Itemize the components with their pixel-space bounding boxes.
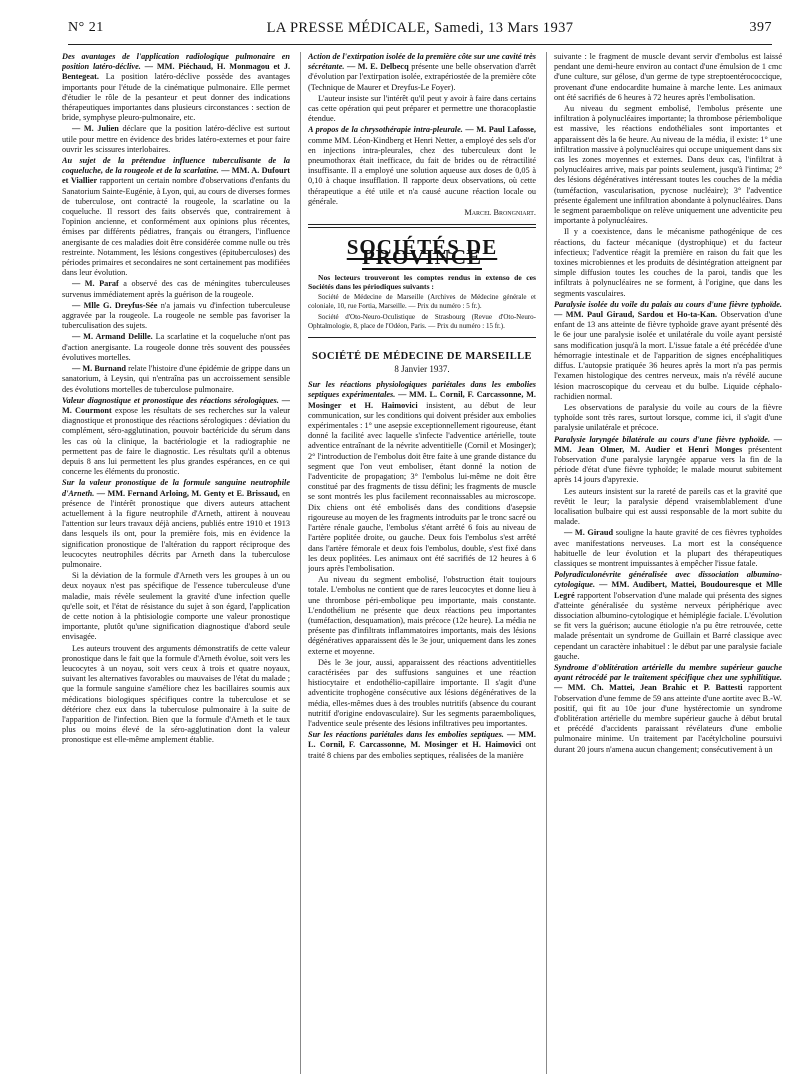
article-heading: Sur les réactions physiologiques pariétales dans les embolies septiques expérimentales. xyxy=(308,380,536,400)
article-text: a observé des cas de méningites tuberculeuses survenus immédiatement après la guérison de la rougeole. xyxy=(62,279,290,299)
session-date: 8 Janvier 1937. xyxy=(394,364,450,375)
article-authors: — MM. Ch. Mattei, Jean Brahic et P. Battesti xyxy=(554,683,743,693)
article-authors: — MM. A. Dufourt et Viallier xyxy=(62,166,290,186)
article-authors: — MM. Piéchaud, H. Monmagou et J. Bentegeat. xyxy=(62,62,290,82)
column-right xyxy=(554,52,782,1074)
article-text: La position latéro-déclive possède des avantages importants pour l'étude de la cinématique pulmonaire. Elle permet d'étudier le rôle de la pesanteur et peut donner des indications thérapeutiques importantes dans plusieurs circonstances : section de bride, symphyse pleuro-pulmonaire, etc. xyxy=(62,72,290,123)
article-text: déclare que la position latéro-déclive est surtout utile pour mettre en évidence des brides latéro-externes et pour faire ouvrir les scissures interlobaires. xyxy=(62,124,290,154)
paragraph: Au niveau du segment embolisé, l'embolus présente une infiltration à polynucléaires importante; la thrombose périembolique est massive, les réactions endothéliales sont importantes et apparaissent dès la 6e heure. Au niveau de la média, il existe: 1° une infiltration massive à polynucléaires qui occupe uniquement dans six cas les zones moyennes et externes. Dans deux cas, l'infiltrat à polynucléaires arrive, mais par points seulement, jusqu'à l'intima; 2° des lésions dégénératives intéressant toutes les couches de la média (tuméfaction, vascularisation, pycnose nucléaire); 3° l'adventice présente également une infiltration abondante à polynucléaires. Dans le segment paraembolique on relève uniquement une adventicite peu importante à polynucléaires. xyxy=(554,104,782,226)
article-heading: Paralysie laryngée bilatérale au cours d'une fièvre typhoïde. xyxy=(554,434,771,444)
paragraph xyxy=(62,52,290,123)
discussant: — M. Armand Delille. xyxy=(72,332,153,342)
article-authors: — M. Paul Lafosse, xyxy=(465,125,536,135)
paragraph xyxy=(62,332,290,363)
article-authors: — MM. Paul Giraud, Sardou et Ho-ta-Kan. xyxy=(554,310,718,320)
section-rule xyxy=(308,224,536,225)
article-text: rapportent un certain nombre d'observations d'enfants du Sanatorium Sainte-Eugénie, à Lyon, qui, au cours de diverses formes de tuberculose, ont contracté la rougeole, la scarlatine ou la coqueluche. Il ressort des faits observés que, contrairement à l'opinion ancienne, et conformément aux opinions plus récentes, émises par différents pédiatres, français ou étrangers, l'influence anergisante de ces maladies doit être considérée comme nulle ou très restreinte. Notamment, les lésions congestives (épituberculoses) des périodes primaires et secondaires ne sont certainement pas modifiées dans leur évolution. xyxy=(62,176,290,278)
paragraph xyxy=(62,124,290,155)
article-text: en présence de l'intérêt pronostique que divers auteurs attachent actuellement à la figure neutrophile d'Arneth, attirent à nouveau l'attention sur leurs travaux déjà anciens, publiés entre 1910 et 1913 dans lesquels ils ont, pour la première fois, mis en évidence la signification pronostique de l'altération du rapport réciproque des leucocytes neutrophiles décrits par Arneth dans la tuberculose pulmonaire. xyxy=(62,488,290,569)
article-heading: Au sujet de la prétendue influence tuberculisante de la coqueluche, de la rougeole et de la scarlatine. xyxy=(62,156,290,176)
paragraph xyxy=(554,300,782,402)
section-intro: Nos lecteurs trouveront les comptes rendus in extenso de ces Sociétés dans les périodiques suivants : xyxy=(308,272,536,292)
article-text: n'a jamais vu d'infection tuberculeuse aggravée par la rougeole. La rougeole ne semble pas favoriser la tuberculisation des sujets. xyxy=(62,300,290,331)
discussant: — M. Burnand xyxy=(72,364,127,374)
society-title: SOCIÉTÉ DE MÉDECINE DE MARSEILLE xyxy=(312,350,532,362)
paragraph xyxy=(308,52,536,93)
paragraph xyxy=(554,570,782,662)
column-divider xyxy=(300,52,301,1074)
paragraph: Les observations de paralysie du voile au cours de la fièvre typhoïde sont très rares, surtout lorsque, comme ici, il s'agit d'une paralysie unilatérale et précoce. xyxy=(554,402,782,433)
article-heading: Syndrome d'oblitération artérielle du membre supérieur gauche ayant rétrocédé par le traitement spécifique chez une syphilitique. xyxy=(554,662,782,683)
article-authors: — MM. Fernand Arloing, M. Genty et E. Brissaud, xyxy=(96,488,280,498)
article-text: présente une belle observation d'arrêt d'évolution par l'extirpation isolée, extrapériostée de la première côte (Technique de Maurer et Dreyfus-Le Foyer). xyxy=(308,62,536,92)
journal-title: LA PRESSE MÉDICALE, Samedi, 13 Mars 1937 xyxy=(266,20,574,36)
paragraph xyxy=(62,478,290,570)
paragraph: Les auteurs insistent sur la rareté de pareils cas et la gravité que revêtit le leur; la paralysie dépend vraisemblablement d'une localisation bulbaire qui est aussi responsable de la mort subite du malade. xyxy=(554,486,782,527)
article-text: La scarlatine et la coqueluche n'ont pas d'action anergisante. La rougeole donne très souvent des poussées évolutives mortelles. xyxy=(62,332,290,362)
article-text: insistent, au début de leur communication, sur les conditions qui doivent présider aux embolies expérimentales : 1° une asepsie exceptionnellement rigoureuse, étant donné la facilité avec laquelle s'infecte l'adventice artérielle, toute adventice entraînant de la névrite adventitielle (Cornil et Mosinger); 2° l'introduction de l'embolus doit être faite à une grande distance du segment que l'on veut emboliser, étant donné la notion de l'adventicite de propagation; 3° l'embolus lui-même ne doit être constitué par des fragments de tissu défini; les fragments de muscle se sont montrés les plus facilement reconnaissables au microscope. Dix chiens ont été embolisés dans des conditions d'asepsie rigoureuse au moyen de les fragments introduits par le tronc sacré ou l'artère rénale gauche, l'embolus s'étant arrêté 6 fois au niveau de l'artère poplitée droite, ou gauche. Deux fois l'embolus s'est arrêté dans l'artère fémorale et deux fois l'embolus, double, s'est fixé dans les deux poplitées. Les animaux ont été sacrifiés de 12 heures à 6 jours après l'embolisation. xyxy=(308,400,536,573)
article-text: rapportent l'observation d'une femme de 59 ans atteinte d'une aortite avec B.-W. positif, qui fit au 10e jour d'une hystérectomie un syndrome d'oblitération artérielle du membre supérieur gauche à début brutal et précédé d'accidents paraissant révélateurs d'une embolie pulmonaire minime. Un traitement par l'acétylcholine poursuivi durant 20 jours n'amena aucun changement; consécutivement à un xyxy=(554,683,782,754)
periodical-note: Société de Médecine de Marseille (Archives de Médecine générale et coloniale, 10, rue Fortia, Marseille. — Prix du numéro : 5 fr.). xyxy=(308,292,536,310)
article-heading: A propos de la chrysothérapie intra-pleurale. xyxy=(308,125,463,135)
paragraph xyxy=(554,663,782,755)
article-heading: Valeur diagnostique et pronostique des réactions sérologiques. xyxy=(62,395,279,405)
paragraph xyxy=(62,301,290,332)
article-heading: Sur les réactions pariétales dans les embolies septiques. xyxy=(308,730,504,740)
article-heading: Action de l'extirpation isolée de la première côte sur une cavité très sécrétante. xyxy=(308,52,536,72)
article-authors: — MM. L. Cornil, F. Carcassonne, M. Mosinger et H. Haimovici xyxy=(308,730,536,750)
article-authors: — MM. L. Cornil, F. Carcassonne, M. Mosinger et H. Haimovici xyxy=(308,390,536,410)
paragraph: L'auteur insiste sur l'intérêt qu'il peut y avoir à faire dans certains cas cette opération qui peut préparer et permettre une thoracoplastie étendue. xyxy=(308,93,536,124)
column-middle xyxy=(308,52,536,1074)
page-header xyxy=(68,18,772,45)
article-authors: — MM. Jean Olmer, M. Audier et Henri Monges xyxy=(554,434,782,454)
discussant: — Mlle G. Dreyfus-Sée xyxy=(72,300,158,310)
section-title: SOCIÉTÉS DE PROVINCE xyxy=(346,235,498,270)
column-left xyxy=(62,52,290,1074)
paragraph xyxy=(62,156,290,278)
paragraph: Dès le 3e jour, aussi, apparaissent des réactions adventitielles caractérisées par des suffusions sanguines et une réaction histiocytaire et endothélio-capillaire importante. Il s'agit d'une adventicite trophogène consécutive aux lésions dégénératives de la média, elles-mêmes dues à des troubles nutritifs (absence du courant nutritif d'origine endovasculaire). Sur les segments paraemboliques, l'adventice seule présente des lésions infiltratives peu importantes. xyxy=(308,657,536,728)
periodical-note: Société d'Oto-Neuro-Oculistique de Strasbourg (Revue d'Oto-Neuro-Ophtalmologie, 8, place de l'Odéon, Paris. — Prix du numéro : 15 fr.). xyxy=(308,312,536,330)
article-authors: — MM. Audibert, Mattei, Boudouresque et Mlle Legré xyxy=(554,580,782,600)
paragraph xyxy=(308,380,536,574)
signature: Marcel Brongniart. xyxy=(464,208,536,218)
paragraph: Au niveau du segment embolisé, l'obstruction était toujours totale. L'embolus ne contient que de rares leucocytes et donne lieu à une thrombose péri-embolique peu importante, mais constante. L'endothélium ne présente que deux réactions peu importantes (tuméfaction, desquamation), mais précoce (12e heure). La média ne présente pas d'infiltrats inflammatoires importants, mais des lésions dégénératives apparaissent dès le 3e jour, uniquement dans les zones externe et moyenne. xyxy=(308,575,536,656)
paragraph: Si la déviation de la formule d'Arneth vers les groupes à un ou deux noyaux n'est pas spécifique de l'essence tuberculeuse d'une maladie, mais révèle seulement la gravité d'une infection quelle qu'elle soit, et l'état de résistance du sujet à son égard, l'application de cette notion à la phtisiologie comporte une valeur pronostique importante, plutôt qu'une signification diagnostique d'abord seule envisagée. xyxy=(62,571,290,642)
discussant: — M. Julien xyxy=(72,124,119,134)
section-rule xyxy=(308,227,536,228)
paragraph xyxy=(554,528,782,569)
paragraph xyxy=(62,279,290,299)
article-text: relate l'histoire d'une épidémie de grippe dans un sanatorium, à Leysin, qui n'entraîna pas un accroissement sensible des évolutions mortelles de tuberculose pulmonaire. xyxy=(62,364,290,394)
issue-number: N° 21 xyxy=(68,20,104,35)
article-heading: Paralysie isolée du voile du palais au cours d'une fièvre typhoïde. xyxy=(554,299,782,309)
article-text: Observation d'une enfant de 13 ans atteinte de fièvre typhoïde grave ayant présenté dès le 6e jour une paralysie isolée et unilatérale du voile ayant persisté sans modification jusqu'à la mort. L'issue fatale a été précédée d'une hémorragie intestinale et de l'apparition de signes encéphalitiques diffus. L'autopsie pratiquée 36 heures après la mort n'a pas permis l'examen histologique des centres nerveux, mais n'a révélé aucune lésion macroscopique du cerveau et du bulbe. Liquide céphalo-rachidien normal. xyxy=(554,310,782,401)
paragraph: suivante : le fragment de muscle devant servir d'embolus est laissé pendant une demi-heure environ au contact d'une émulsion de 1 cmc d'une culture, sur gélose, d'un germe de type streptoentérococcique, provenant d'une endocardite humaine à marche lente. Les animaux ont été sacrifiés de 6 heures à 72 heures après l'embolisation. xyxy=(554,52,782,102)
article-text: comme MM. Léon-Kindberg et Henri Netter, a employé des sels d'or en injections intra-pleurales, chez des tuberculeux dont le pneumothorax était inefficace, du fait de brides ou de rétractilité insuffisante. Il a employé une solution aqueuse aux doses de 0,05 à 0,10 à chaque insufflation. Il rapporte deux observations, où cette thérapeutique a été utile et n'a causé aucune réaction locale ou générale. xyxy=(308,135,536,206)
article-text: souligne la haute gravité de ces fièvres typhoïdes avec manifestations nerveuses. La mort est la conséquence habituelle de leur évolution et la plupart des thérapeutiques classiques se montrent impuissantes à empêcher l'issue fatale. xyxy=(554,528,782,568)
article-text: présentent l'observation d'une paralysie laryngée apparue vers la fin de la période d'état d'une fièvre typhoïde; le malade mourut subitement après 14 jours d'apyrexie. xyxy=(554,444,782,485)
article-heading: Des avantages de l'application radiologique pulmonaire en position latéro-déclive. xyxy=(62,52,290,72)
discussant: — M. Giraud xyxy=(564,528,614,538)
article-text: rapportent l'observation d'une malade qui présenta des signes d'atteinte généralisée du système nerveux périphérique avec dissociation albumino-cytologique et hémiplégie faciale. L'évolution se fit vers la guérison; aucune étiologie n'a pu être retrouvée, cette malade présentait un syndrome de Guillain et Barré classique avec cependant un caractère inhabituel : le début par une paralysie faciale gauche. xyxy=(554,590,782,661)
paragraph xyxy=(554,435,782,486)
article-heading: Sur la valeur pronostique de la formule sanguine neutrophile d'Arneth. xyxy=(62,478,290,498)
article-authors: — M. E. Delbecq xyxy=(346,62,409,72)
paragraph xyxy=(308,730,536,761)
article-authors: — M. Courmont xyxy=(62,395,290,415)
article-text: ont traité 8 chiens par des embolies septiques, réalisées de la manière xyxy=(308,740,536,760)
section-rule xyxy=(308,337,536,338)
paragraph: Il y a coexistence, dans le mécanisme pathogénique de ces réactions, du facteur mécanique (dystrophique) et du facteur infectieux; l'adventice réagit la première en raison du fait que les toxines microbiennes et les produits de désintégration atteignent par simple diffusion toutes les couches de la paroi, tandis que les infiltrats à polynucléaires ne se forment, à l'origine, que dans les segments vasculaires. xyxy=(554,227,782,298)
paragraph xyxy=(62,396,290,478)
column-divider xyxy=(546,52,547,1074)
discussant: — M. Paraf xyxy=(72,279,119,289)
paragraph: Les auteurs trouvent des arguments démonstratifs de cette valeur pronostique dans le fait que la formule d'Arneth évolue, soit vers les leucocytes à un noyau, soit vers ceux à trois et quatre noyaux, suivant les alternatives favorables ou mauvaises de l'état du malade ; que la formule sanguine s'améliore chez les bacillaires soumis aux médications biologiques spécifiques contre la tuberculose et se détériore chez eux dans la tuberculose pulmonaire à la suite de l'apparition de l'infection. Bien que la formule d'Arneth et le taux plus ou moins élevé de la séro-agglutination dont la valeur pronostique est elle-même amplement établie. xyxy=(62,643,290,745)
article-columns xyxy=(62,52,782,1074)
page-number: 397 xyxy=(749,20,772,35)
article-heading: Polyradiculonévrite généralisée avec dissociation albumino-cytologique. xyxy=(554,570,782,590)
article-text: expose les résultats de ses recherches sur la valeur diagnostique et pronostique des réactions sérologiques : déviation du complément, séro-agglutination, pouvoir bactéricide du sérum dans les cas où la clinique, la bactériologie et la radiographie ne permettent pas de faire le diagnostic. Les résultats qu'il a obtenus depuis 8 ans lui permettent les plus grandes espérances, en ce qui concerne les éléments du pronostic. xyxy=(62,405,290,477)
paragraph xyxy=(62,364,290,395)
paragraph xyxy=(308,125,536,207)
